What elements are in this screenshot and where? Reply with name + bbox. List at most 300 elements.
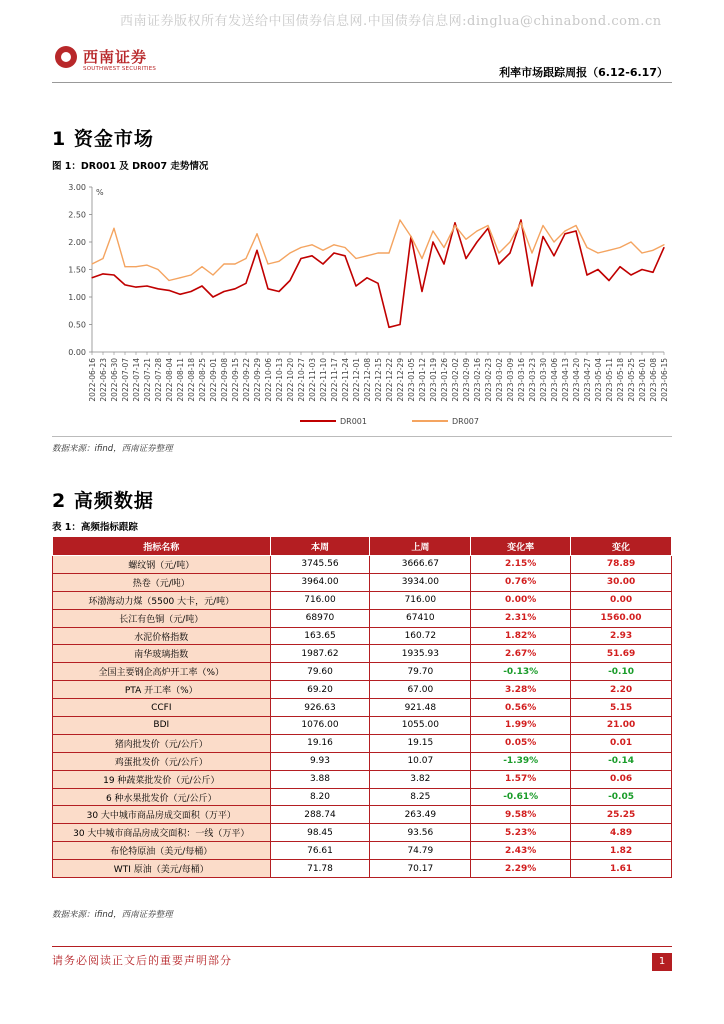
- change-value: -0.05: [571, 788, 672, 806]
- current-value: 19.16: [270, 734, 370, 752]
- data-point-dr001: [443, 263, 444, 264]
- page-number: 1: [652, 953, 672, 971]
- change-value: 1560.00: [571, 609, 672, 627]
- col-header-current: 本周: [270, 537, 370, 556]
- previous-value: 93.56: [370, 824, 471, 842]
- change-rate: 1.82%: [471, 627, 571, 645]
- figure-caption: 图 1：DR001 及 DR007 走势情况: [52, 161, 209, 172]
- x-tick-label: 2022-09-01: [209, 358, 218, 402]
- indicator-name: 鸡蛋批发价（元/公斤）: [53, 752, 271, 770]
- x-tick-label: 2023-05-04: [594, 358, 603, 402]
- col-header-change: 变化: [571, 537, 672, 556]
- data-point-dr001: [91, 277, 92, 278]
- data-point-dr001: [179, 294, 180, 295]
- current-value: 3964.00: [270, 573, 370, 591]
- data-point-dr001: [619, 266, 620, 267]
- data-point-dr007: [245, 258, 246, 259]
- data-point-dr001: [311, 255, 312, 256]
- change-rate: 1.57%: [471, 770, 571, 788]
- data-point-dr001: [432, 241, 433, 242]
- change-value: 0.01: [571, 734, 672, 752]
- indicator-name: 全国主要钢企高炉开工率（%）: [53, 663, 271, 681]
- figure-source: 数据来源：ifind，西南证券整理: [52, 444, 173, 454]
- change-rate: 2.15%: [471, 556, 571, 574]
- footer-divider: [52, 946, 672, 947]
- data-point-dr007: [652, 250, 653, 251]
- data-point-dr007: [333, 244, 334, 245]
- x-tick-label: 2022-07-14: [132, 358, 141, 402]
- indicator-name: 南华玻璃指数: [53, 645, 271, 663]
- data-point-dr001: [476, 241, 477, 242]
- previous-value: 3934.00: [370, 573, 471, 591]
- change-rate: 2.29%: [471, 860, 571, 878]
- current-value: 3.88: [270, 770, 370, 788]
- change-value: 4.89: [571, 824, 672, 842]
- data-point-dr007: [553, 241, 554, 242]
- data-point-dr001: [135, 287, 136, 288]
- y-tick-label: 2.50: [68, 210, 86, 220]
- data-point-dr001: [102, 273, 103, 274]
- data-point-dr007: [542, 225, 543, 226]
- change-rate: 0.05%: [471, 734, 571, 752]
- data-point-dr001: [190, 291, 191, 292]
- current-value: 79.60: [270, 663, 370, 681]
- x-tick-label: 2022-10-27: [297, 358, 306, 402]
- x-tick-label: 2022-09-15: [231, 358, 240, 402]
- data-point-dr007: [135, 266, 136, 267]
- data-point-dr007: [641, 252, 642, 253]
- y-tick-label: 0.50: [68, 320, 86, 330]
- data-point-dr007: [509, 241, 510, 242]
- data-point-dr007: [377, 252, 378, 253]
- indicator-name: 30 大中城市商品房成交面积：一线（万平）: [53, 824, 271, 842]
- x-tick-label: 2022-12-29: [396, 358, 405, 402]
- data-point-dr007: [520, 222, 521, 223]
- table-row: [53, 717, 672, 735]
- x-tick-label: 2023-01-12: [418, 358, 427, 402]
- data-point-dr007: [278, 261, 279, 262]
- col-header-previous: 上周: [370, 537, 471, 556]
- previous-value: 716.00: [370, 591, 471, 609]
- indicator-name: 6 种水果批发价（元/公斤）: [53, 788, 271, 806]
- x-tick-label: 2023-02-09: [462, 358, 471, 402]
- data-point-dr001: [652, 272, 653, 273]
- legend-label-dr001: DR001: [340, 417, 367, 426]
- data-point-dr007: [168, 280, 169, 281]
- data-point-dr001: [256, 250, 257, 251]
- table-row: [53, 806, 672, 824]
- logo-text-cn: 西南证券: [83, 48, 148, 66]
- indicator-name: CCFI: [53, 699, 271, 717]
- x-tick-label: 2023-05-11: [605, 358, 614, 402]
- data-point-dr001: [608, 280, 609, 281]
- x-tick-label: 2022-08-18: [187, 358, 196, 402]
- data-point-dr007: [212, 274, 213, 275]
- indicator-name: BDI: [53, 717, 271, 735]
- change-value: 2.20: [571, 681, 672, 699]
- table-source: 数据来源：ifind，西南证券整理: [52, 910, 173, 920]
- x-tick-label: 2022-10-20: [286, 358, 295, 402]
- data-point-dr007: [113, 228, 114, 229]
- data-point-dr007: [234, 263, 235, 264]
- x-tick-label: 2023-05-18: [616, 358, 625, 402]
- data-point-dr001: [421, 291, 422, 292]
- table-row: [53, 573, 672, 591]
- data-point-dr007: [256, 233, 257, 234]
- x-tick-label: 2022-11-17: [330, 358, 339, 402]
- change-rate: 5.23%: [471, 824, 571, 842]
- change-value: -0.10: [571, 663, 672, 681]
- data-point-dr001: [267, 288, 268, 289]
- table-row: [53, 591, 672, 609]
- data-point-dr001: [465, 258, 466, 259]
- x-tick-label: 2023-03-16: [517, 358, 526, 402]
- section-title-1: 1 资金市场: [52, 128, 154, 150]
- previous-value: 263.49: [370, 806, 471, 824]
- current-value: 76.61: [270, 842, 370, 860]
- data-point-dr001: [641, 269, 642, 270]
- table-row: [53, 752, 672, 770]
- data-point-dr007: [399, 219, 400, 220]
- x-tick-label: 2023-01-19: [429, 358, 438, 402]
- logo-text-en: SOUTHWEST SECURITIES: [83, 66, 157, 72]
- data-point-dr007: [487, 225, 488, 226]
- x-tick-label: 2023-02-23: [484, 358, 493, 402]
- previous-value: 67410: [370, 609, 471, 627]
- data-point-dr001: [542, 236, 543, 237]
- indicator-name: WTI 原油（美元/每桶）: [53, 860, 271, 878]
- x-tick-label: 2022-06-16: [88, 358, 97, 402]
- previous-value: 10.07: [370, 752, 471, 770]
- previous-value: 8.25: [370, 788, 471, 806]
- change-value: 0.06: [571, 770, 672, 788]
- indicator-name: 热卷（元/吨）: [53, 573, 271, 591]
- current-value: 9.93: [270, 752, 370, 770]
- y-tick-label: 1.00: [68, 293, 86, 302]
- data-point-dr001: [388, 327, 389, 328]
- report-title: 利率市场跟踪周报（6.12-6.17）: [499, 66, 668, 79]
- change-rate: 0.76%: [471, 573, 571, 591]
- table-row: [53, 609, 672, 627]
- indicator-name: 19 种蔬菜批发价（元/公斤）: [53, 770, 271, 788]
- change-rate: 2.67%: [471, 645, 571, 663]
- indicator-name: 水泥价格指数: [53, 627, 271, 645]
- data-point-dr001: [333, 252, 334, 253]
- data-point-dr001: [245, 283, 246, 284]
- data-point-dr001: [124, 284, 125, 285]
- x-tick-label: 2022-10-06: [264, 358, 273, 402]
- data-point-dr007: [157, 269, 158, 270]
- x-tick-label: 2023-03-02: [495, 358, 504, 402]
- change-value: -0.14: [571, 752, 672, 770]
- logo-icon: [55, 46, 77, 68]
- data-point-dr007: [531, 252, 532, 253]
- data-point-dr007: [344, 247, 345, 248]
- current-value: 1987.62: [270, 645, 370, 663]
- data-point-dr001: [586, 274, 587, 275]
- y-tick-label: 3.00: [68, 183, 86, 192]
- data-point-dr001: [322, 263, 323, 264]
- current-value: 68970: [270, 609, 370, 627]
- x-tick-label: 2023-03-09: [506, 358, 515, 402]
- table-row: [53, 824, 672, 842]
- data-point-dr001: [278, 291, 279, 292]
- data-point-dr007: [443, 247, 444, 248]
- previous-value: 67.00: [370, 681, 471, 699]
- change-rate: -0.61%: [471, 788, 571, 806]
- data-point-dr001: [575, 230, 576, 231]
- data-point-dr007: [190, 274, 191, 275]
- data-point-dr001: [157, 288, 158, 289]
- change-value: 2.93: [571, 627, 672, 645]
- header-divider: [52, 82, 672, 83]
- data-point-dr007: [179, 277, 180, 278]
- x-tick-label: 2023-04-13: [561, 358, 570, 402]
- change-rate: -1.39%: [471, 752, 571, 770]
- data-point-dr001: [531, 285, 532, 286]
- watermark: 西南证券版权所有发送给中国债券信息网.中国债券信息网:dinglua@chinabond.com.cn: [120, 14, 662, 29]
- data-point-dr007: [663, 244, 664, 245]
- change-value: 1.61: [571, 860, 672, 878]
- data-point-dr007: [597, 252, 598, 253]
- change-rate: 2.31%: [471, 609, 571, 627]
- data-point-dr007: [586, 247, 587, 248]
- change-value: 21.00: [571, 717, 672, 735]
- x-tick-label: 2022-10-13: [275, 358, 284, 402]
- table-row: [53, 788, 672, 806]
- x-tick-label: 2022-06-23: [99, 358, 108, 402]
- data-point-dr001: [509, 252, 510, 253]
- previous-value: 19.15: [370, 734, 471, 752]
- table-row: [53, 627, 672, 645]
- x-tick-label: 2023-04-27: [583, 358, 592, 402]
- indicator-name: 猪肉批发价（元/公斤）: [53, 734, 271, 752]
- x-tick-label: 2023-02-02: [451, 358, 460, 402]
- previous-value: 70.17: [370, 860, 471, 878]
- change-rate: 1.99%: [471, 717, 571, 735]
- col-header-rate: 变化率: [471, 537, 571, 556]
- y-tick-label: 2.00: [68, 238, 86, 247]
- table-row: [53, 842, 672, 860]
- x-tick-label: 2022-11-10: [319, 358, 328, 402]
- legend-label-dr007: DR007: [452, 417, 479, 426]
- section-title-2: 2 高频数据: [52, 490, 154, 512]
- data-point-dr007: [454, 225, 455, 226]
- data-point-dr007: [498, 252, 499, 253]
- x-tick-label: 2022-09-08: [220, 358, 229, 402]
- high-frequency-table: [52, 536, 672, 878]
- current-value: 3745.56: [270, 556, 370, 574]
- indicator-name: 布伦特原油（美元/每桶）: [53, 842, 271, 860]
- x-tick-label: 2022-09-22: [242, 358, 251, 402]
- y-axis-unit: %: [96, 188, 104, 197]
- table-row: [53, 734, 672, 752]
- current-value: 716.00: [270, 591, 370, 609]
- table-row: [53, 681, 672, 699]
- series-line-dr007: [92, 220, 664, 281]
- data-point-dr007: [619, 247, 620, 248]
- data-point-dr007: [289, 252, 290, 253]
- change-rate: 2.43%: [471, 842, 571, 860]
- y-tick-label: 0.00: [68, 348, 86, 357]
- data-point-dr001: [234, 288, 235, 289]
- x-tick-label: 2022-07-07: [121, 358, 130, 402]
- change-rate: 0.00%: [471, 591, 571, 609]
- data-point-dr007: [223, 263, 224, 264]
- table-row: [53, 860, 672, 878]
- data-point-dr001: [344, 255, 345, 256]
- x-tick-label: 2023-02-16: [473, 358, 482, 402]
- x-tick-label: 2022-08-25: [198, 358, 207, 402]
- x-tick-label: 2022-11-03: [308, 358, 317, 402]
- data-point-dr001: [355, 285, 356, 286]
- indicator-name: 螺纹钢（元/吨）: [53, 556, 271, 574]
- current-value: 926.63: [270, 699, 370, 717]
- x-tick-label: 2022-06-30: [110, 358, 119, 402]
- x-tick-label: 2023-03-30: [539, 358, 548, 402]
- x-tick-label: 2022-12-15: [374, 358, 383, 402]
- change-rate: -0.13%: [471, 663, 571, 681]
- current-value: 1076.00: [270, 717, 370, 735]
- x-tick-label: 2022-11-24: [341, 358, 350, 402]
- data-point-dr007: [201, 266, 202, 267]
- figure-divider: [52, 436, 672, 437]
- data-point-dr001: [564, 233, 565, 234]
- series-line-dr001: [92, 220, 664, 327]
- data-point-dr007: [608, 250, 609, 251]
- x-tick-label: 2022-12-22: [385, 358, 394, 402]
- change-rate: 0.56%: [471, 699, 571, 717]
- footer-disclaimer: 请务必阅读正文后的重要声明部分: [52, 954, 232, 967]
- table-row: [53, 556, 672, 574]
- data-point-dr007: [91, 263, 92, 264]
- data-point-dr001: [399, 324, 400, 325]
- x-tick-label: 2023-01-26: [440, 358, 449, 402]
- change-rate: 3.28%: [471, 681, 571, 699]
- previous-value: 3.82: [370, 770, 471, 788]
- data-point-dr007: [564, 230, 565, 231]
- previous-value: 1055.00: [370, 717, 471, 735]
- current-value: 8.20: [270, 788, 370, 806]
- change-value: 25.25: [571, 806, 672, 824]
- x-tick-label: 2023-06-01: [638, 358, 647, 402]
- x-tick-label: 2022-12-08: [363, 358, 372, 402]
- indicator-name: 长江有色铜（元/吨）: [53, 609, 271, 627]
- indicator-name: 环渤海动力煤（5500 大卡，元/吨）: [53, 591, 271, 609]
- x-tick-label: 2023-06-08: [649, 358, 658, 402]
- x-tick-label: 2022-09-29: [253, 358, 262, 402]
- table-row: [53, 645, 672, 663]
- data-point-dr001: [113, 274, 114, 275]
- data-point-dr007: [366, 255, 367, 256]
- data-point-dr007: [465, 239, 466, 240]
- current-value: 98.45: [270, 824, 370, 842]
- x-tick-label: 2023-03-23: [528, 358, 537, 402]
- change-value: 30.00: [571, 573, 672, 591]
- current-value: 71.78: [270, 860, 370, 878]
- data-point-dr001: [498, 263, 499, 264]
- data-point-dr001: [366, 277, 367, 278]
- dr-chart: [52, 175, 672, 437]
- change-rate: 9.58%: [471, 806, 571, 824]
- data-point-dr001: [454, 222, 455, 223]
- table-row: [53, 770, 672, 788]
- data-point-dr001: [168, 290, 169, 291]
- data-point-dr001: [377, 283, 378, 284]
- previous-value: 79.70: [370, 663, 471, 681]
- data-point-dr001: [553, 255, 554, 256]
- previous-value: 74.79: [370, 842, 471, 860]
- y-tick-label: 1.50: [68, 265, 86, 275]
- data-point-dr007: [322, 250, 323, 251]
- change-value: 51.69: [571, 645, 672, 663]
- previous-value: 160.72: [370, 627, 471, 645]
- x-tick-label: 2022-07-28: [154, 358, 163, 402]
- data-point-dr001: [201, 285, 202, 286]
- data-point-dr007: [388, 252, 389, 253]
- change-value: 5.15: [571, 699, 672, 717]
- data-point-dr007: [630, 241, 631, 242]
- data-point-dr001: [223, 291, 224, 292]
- indicator-name: 30 大中城市商品房成交面积（万平）: [53, 806, 271, 824]
- table-caption: 表 1：高频指标跟踪: [52, 522, 138, 533]
- change-value: 1.82: [571, 842, 672, 860]
- x-tick-label: 2022-08-04: [165, 358, 174, 402]
- data-point-dr001: [289, 280, 290, 281]
- data-point-dr001: [597, 269, 598, 270]
- data-point-dr007: [432, 230, 433, 231]
- table-row: [53, 663, 672, 681]
- table-header-row: [53, 537, 672, 556]
- data-point-dr007: [575, 225, 576, 226]
- data-point-dr007: [267, 263, 268, 264]
- x-tick-label: 2022-12-01: [352, 358, 361, 402]
- data-point-dr001: [300, 258, 301, 259]
- data-point-dr001: [630, 274, 631, 275]
- data-point-dr007: [421, 258, 422, 259]
- x-tick-label: 2023-05-25: [627, 358, 636, 402]
- x-tick-label: 2023-04-20: [572, 358, 581, 402]
- col-header-name: 指标名称: [53, 537, 271, 556]
- data-point-dr001: [146, 285, 147, 286]
- data-point-dr001: [212, 296, 213, 297]
- x-tick-label: 2022-08-11: [176, 358, 185, 402]
- table-row: [53, 699, 672, 717]
- x-tick-label: 2023-06-15: [660, 358, 669, 402]
- data-point-dr007: [355, 258, 356, 259]
- data-point-dr007: [410, 236, 411, 237]
- current-value: 288.74: [270, 806, 370, 824]
- data-point-dr001: [520, 219, 521, 220]
- indicator-name: PTA 开工率（%）: [53, 681, 271, 699]
- data-point-dr007: [476, 230, 477, 231]
- change-value: 78.89: [571, 556, 672, 574]
- data-point-dr007: [102, 258, 103, 259]
- current-value: 163.65: [270, 627, 370, 645]
- data-point-dr007: [146, 265, 147, 266]
- data-point-dr007: [300, 247, 301, 248]
- data-point-dr001: [663, 247, 664, 248]
- previous-value: 1935.93: [370, 645, 471, 663]
- x-tick-label: 2022-07-21: [143, 358, 152, 402]
- change-value: 0.00: [571, 591, 672, 609]
- x-tick-label: 2023-01-05: [407, 358, 416, 402]
- previous-value: 921.48: [370, 699, 471, 717]
- data-point-dr007: [311, 244, 312, 245]
- company-logo: [55, 44, 185, 76]
- x-tick-label: 2023-04-06: [550, 358, 559, 402]
- current-value: 69.20: [270, 681, 370, 699]
